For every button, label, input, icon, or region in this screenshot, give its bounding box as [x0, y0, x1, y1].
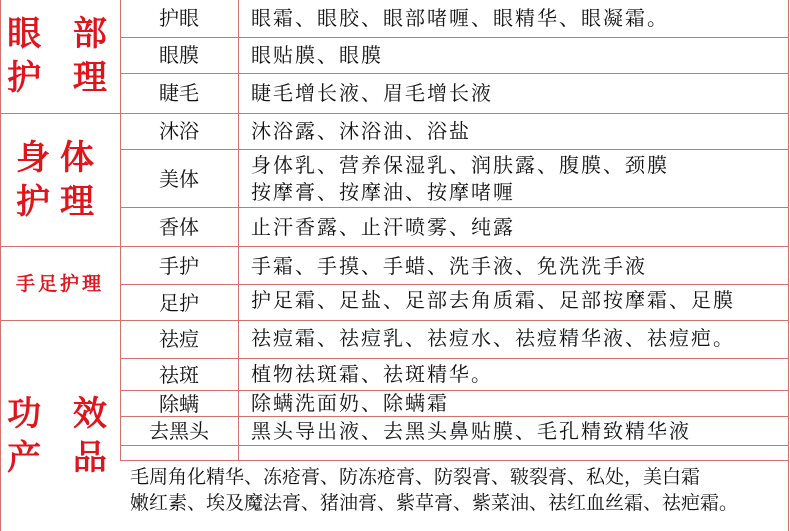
subcategory-body-shaping: 美体: [159, 167, 199, 191]
grid-line: [0, 0, 1, 531]
subcategory-foot-care: 足护: [159, 291, 199, 315]
extra-products-line2: 嫩红素、埃及魔法膏、猪油膏、紫草膏、紫菜油、祛红血丝霜、祛疤霜。: [130, 492, 739, 514]
category-eye-care: 眼 部 护 理: [7, 14, 117, 98]
items-hand-care: 手霜、手摸、手蜡、洗手液、免洗洗手液: [251, 254, 647, 278]
grid-line: [120, 416, 788, 417]
grid-line: [120, 73, 788, 74]
items-body-fragrance: 止汗香露、止汗喷雾、纯露: [251, 215, 515, 239]
subcategory-acne: 祛痘: [159, 327, 199, 351]
items-eye-mask: 眼贴膜、眼膜: [251, 43, 383, 67]
subcategory-blackhead: 去黑头: [149, 419, 209, 443]
subcategory-eyelash: 睫毛: [159, 81, 199, 105]
grid-line: [0, 246, 788, 247]
grid-line: [120, 460, 788, 461]
category-hand-foot-care: 手足护理: [15, 273, 104, 295]
grid-line: [120, 149, 788, 150]
grid-line: [0, 113, 788, 114]
subcategory-hand-care: 手护: [159, 254, 199, 278]
items-foot-care: 护足霜、足盐、足部去角质霜、足部按摩霜、足膜: [251, 288, 735, 312]
category-functional-products: 功 效 产 品: [7, 394, 117, 478]
items-body-shaping-line2: 按摩膏、按摩油、按摩啫喱: [251, 180, 515, 204]
items-eye-protect: 眼霜、眼胶、眼部啫喱、眼精华、眼凝霜。: [251, 6, 669, 30]
subcategory-bath: 沐浴: [159, 119, 199, 143]
items-blackhead: 黑头导出液、去黑头鼻贴膜、毛孔精致精华液: [251, 419, 691, 443]
category-body-care: 身体 护理: [16, 138, 104, 222]
items-body-shaping-line1: 身体乳、营养保湿乳、润肤露、腹膜、颈膜: [251, 153, 669, 177]
subcategory-eye-mask: 眼膜: [159, 43, 199, 67]
grid-line: [238, 0, 239, 460]
extra-products-line1: 毛周角化精华、冻疮膏、防冻疮膏、防裂膏、皲裂膏、私处，美白霜: [130, 466, 701, 488]
subcategory-eye-protect: 护眼: [159, 6, 199, 30]
subcategory-body-fragrance: 香体: [159, 215, 199, 239]
items-eyelash: 睫毛增长液、眉毛增长液: [251, 81, 493, 105]
grid-line: [120, 358, 788, 359]
items-bath: 沐浴露、沐浴油、浴盐: [251, 119, 471, 143]
grid-line: [120, 284, 788, 285]
items-acne: 祛痘霜、祛痘乳、祛痘水、祛痘精华液、祛痘疤。: [251, 326, 735, 350]
grid-line: [120, 445, 788, 446]
items-spot: 植物祛斑霜、祛斑精华。: [251, 362, 493, 386]
grid-line: [788, 0, 789, 531]
subcategory-mite: 除螨: [159, 392, 199, 416]
grid-line: [0, 320, 788, 321]
grid-line: [120, 37, 788, 38]
grid-line: [120, 390, 788, 391]
items-mite: 除螨洗面奶、除螨霜: [251, 391, 449, 415]
subcategory-spot: 祛斑: [159, 363, 199, 387]
grid-line: [120, 207, 788, 208]
